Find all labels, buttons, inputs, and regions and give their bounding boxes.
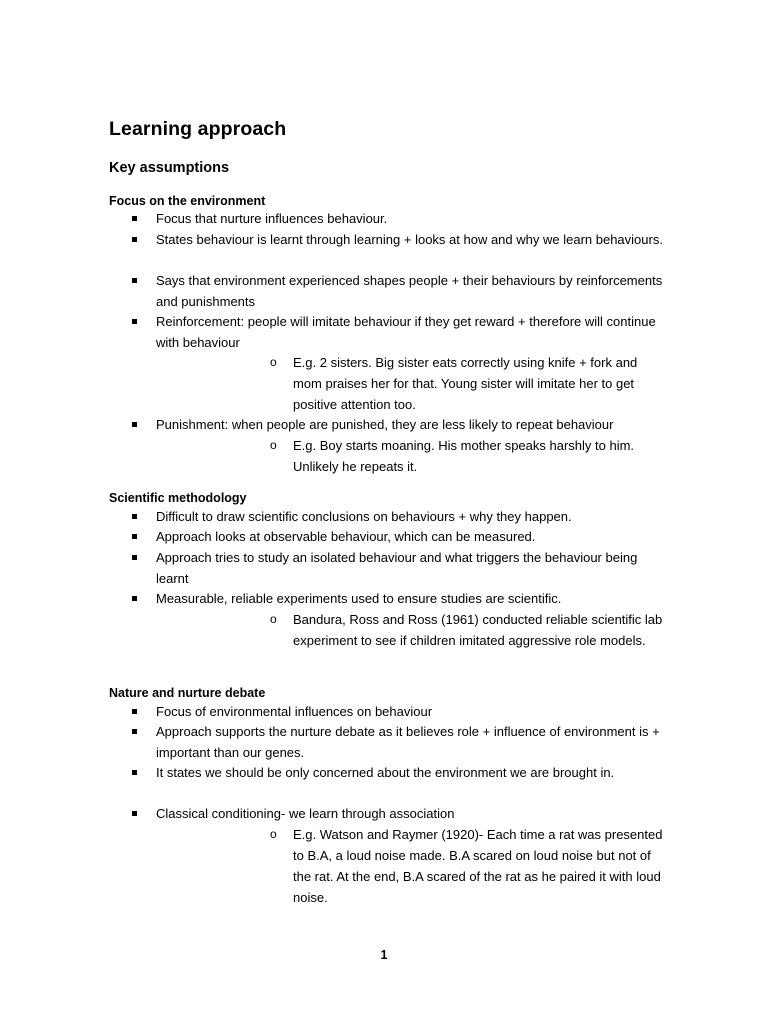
section-heading: Nature and nurture debate (109, 686, 266, 700)
bullet-marker (132, 596, 137, 601)
section-heading: Scientific methodology (109, 491, 247, 505)
list-item-text: States behaviour is learnt through learning + looks at how and why we learn behaviours. (156, 232, 663, 247)
list-item (156, 548, 666, 589)
list-item-text: Focus that nurture influences behaviour. (156, 211, 388, 226)
list-item (156, 722, 666, 763)
bullet-marker (132, 422, 137, 427)
sub-list-item (270, 435, 665, 477)
document-subtitle: Key assumptions (109, 160, 230, 176)
section-heading: Focus on the environment (109, 194, 266, 208)
list-item-text: Says that environment experienced shapes people + their behaviours by reinforcements and punishments (156, 273, 663, 309)
list-item (156, 589, 666, 610)
list-item-text: It states we should be only concerned about the environment we are brought in. (156, 765, 615, 780)
bullet-marker (132, 729, 137, 734)
bullet-marker (132, 319, 137, 324)
sub-list-item (270, 609, 665, 651)
page-number: 1 (380, 948, 388, 962)
bullet-marker (132, 278, 137, 283)
sub-list-item-text: E.g. 2 sisters. Big sister eats correctly using knife + fork and mom praises her for that. Young sister will imitate her to get positive attention too. (293, 355, 638, 412)
bullet-marker (132, 811, 137, 816)
document-title: Learning approach (109, 118, 287, 140)
list-item-text: Approach supports the nurture debate as it believes role + influence of environment is + important than our genes. (156, 724, 660, 760)
sub-list-item (270, 352, 665, 415)
list-item (156, 804, 666, 825)
list-item-text: Measurable, reliable experiments used to ensure studies are scientific. (156, 591, 562, 606)
list-item (156, 230, 666, 251)
bullet-marker (132, 216, 137, 221)
list-item-text: Punishment: when people are punished, they are less likely to repeat behaviour (156, 417, 614, 432)
sub-bullet-marker: o (270, 827, 277, 841)
list-item-text: Classical conditioning- we learn through association (156, 806, 455, 821)
sub-list-item-text: Bandura, Ross and Ross (1961) conducted reliable scientific lab experiment to see if children imitated aggressive role models. (293, 612, 663, 648)
list-item-text: Focus of environmental influences on behaviour (156, 704, 433, 719)
sub-list-item (270, 824, 665, 908)
list-item-text: Approach looks at observable behaviour, which can be measured. (156, 529, 536, 544)
list-item (156, 527, 666, 548)
sub-list-item-text: E.g. Watson and Raymer (1920)- Each time a rat was presented to B.A, a loud noise made. B.A scared on loud noise but not of the rat. At the end, B.A scared of the rat as he paired it with loud noise. (293, 827, 663, 905)
list-item (156, 763, 666, 784)
bullet-marker (132, 770, 137, 775)
bullet-marker (132, 514, 137, 519)
list-item-text: Difficult to draw scientific conclusions on behaviours + why they happen. (156, 509, 572, 524)
bullet-marker (132, 555, 137, 560)
sub-bullet-marker: o (270, 355, 277, 369)
list-item (156, 271, 666, 312)
sub-list-item-text: E.g. Boy starts moaning. His mother speaks harshly to him. Unlikely he repeats it. (293, 438, 635, 474)
sub-bullet-marker: o (270, 438, 277, 452)
bullet-marker (132, 534, 137, 539)
list-item (156, 702, 666, 723)
bullet-marker (132, 237, 137, 242)
bullet-marker (132, 709, 137, 714)
list-item-text: Approach tries to study an isolated behaviour and what triggers the behaviour being learnt (156, 550, 638, 586)
list-item (156, 209, 666, 230)
list-item (156, 312, 666, 353)
list-item (156, 415, 666, 436)
list-item-text: Reinforcement: people will imitate behaviour if they get reward + therefore will continue with behaviour (156, 314, 656, 350)
list-item (156, 507, 666, 528)
sub-bullet-marker: o (270, 612, 277, 626)
